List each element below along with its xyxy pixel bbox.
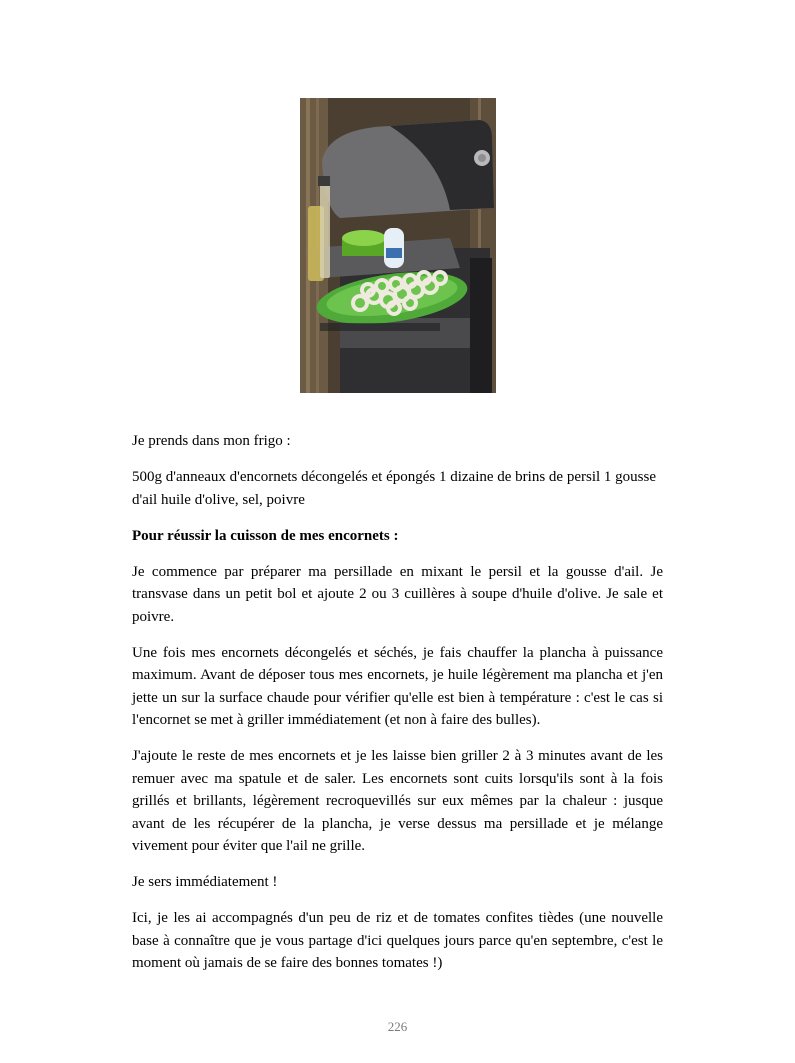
section-heading: Pour réussir la cuisson de mes encornets :	[132, 527, 399, 544]
recipe-text	[132, 430, 663, 988]
step-plancha: Une fois mes encornets décongelés et séchés, je fais chauffer la plancha à puissance maximum. Avant de déposer tous mes encornets, je huile légèrement ma plancha et j'en jette un sur la surface chaude pour vérifier qu'elle est bien à température : c'est le cas si l'encornet se met à griller immédiatement (et non à faire des bulles).	[132, 644, 663, 728]
recipe-photo	[300, 98, 496, 393]
ingredients-intro: Je prends dans mon frigo :	[132, 433, 291, 449]
step-griller: J'ajoute le reste de mes encornets et je les laisse bien griller 2 à 3 minutes avant de les remuer avec ma spatule et de saler. Les encornets sont cuits lorsqu'ils sont à la fois grillés et brillants, légèrement recroquevillés sur eux mêmes par la chaleur : jusque avant de les récupérer de la plancha, je verse dessus ma persillade et je mélange vivement pour éviter que l'ail ne grille.	[132, 748, 663, 854]
ingredients-list: 500g d'anneaux d'encornets décongelés et épongés 1 dizaine de brins de persil 1 gousse d'ail huile d'olive, sel, poivre	[132, 469, 656, 508]
step-serve: Je sers immédiatement !	[132, 874, 278, 890]
page-number: 226	[387, 1019, 408, 1034]
grill-plate-photo-icon	[300, 98, 496, 393]
serving-note: Ici, je les ai accompagnés d'un peu de riz et de tomates confites tièdes (une nouvelle base à connaître que je vous partage d'ici quelques jours parce qu'en septembre, c'est le moment où jamais de se faire des bonnes tomates !)	[132, 910, 663, 971]
step-persillade: Je commence par préparer ma persillade en mixant le persil et la gousse d'ail. Je transvase dans un petit bol et ajoute 2 ou 3 cuillères à soupe d'huile d'olive. Je sale et poivre.	[132, 563, 663, 625]
